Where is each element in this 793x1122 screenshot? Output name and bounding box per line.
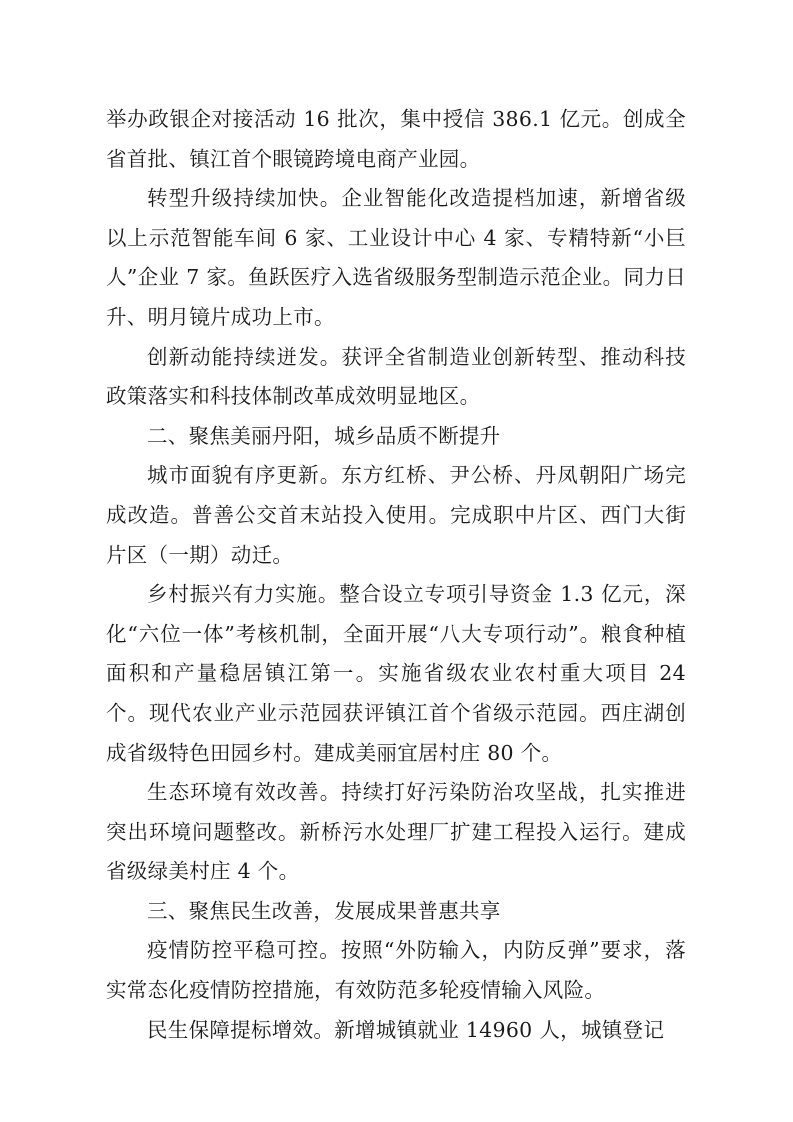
document-body: [106, 100, 686, 1050]
section-heading-beautiful-danyang: 二、聚焦美丽丹阳，城乡品质不断提升: [147, 423, 501, 448]
paragraph-financing: 举办政银企对接活动 16 批次，集中授信 386.1 亿元。创成全省首批、镇江首个眼镜跨境电商产业园。: [106, 107, 686, 171]
paragraph-rural-revitalization: 乡村振兴有力实施。整合设立专项引导资金 1.3 亿元，深化“六位一体”考核机制，全面开展“八大专项行动”。粮食种植面积和产量稳居镇江第一。实施省级农业农村重大项目 24 个。现代农业产业示范园获评镇江首个省级示范园。西庄湖创成省级特色田园乡村。建成美丽宜居村庄 80 个。: [106, 582, 686, 765]
paragraph-transformation: 转型升级持续加快。企业智能化改造提档加速，新增省级以上示范智能车间 6 家、工业设计中心 4 家、专精特新“小巨人”企业 7 家。鱼跃医疗入选省级服务型制造示范企业。同力日升、明月镜片成功上市。: [106, 186, 686, 329]
paragraph-epidemic-control: 疫情防控平稳可控。按照“外防输入，内防反弹”要求，落实常态化疫情防控措施，有效防范多轮疫情输入风险。: [106, 938, 686, 1003]
paragraph-city-renewal: 城市面貌有序更新。东方红桥、尹公桥、丹凤朝阳广场完成改造。普善公交首末站投入使用。完成职中片区、西门大街片区（一期）动迁。: [106, 463, 686, 567]
paragraph-innovation: 创新动能持续迸发。获评全省制造业创新转型、推动科技政策落实和科技体制改革成效明显地区。: [106, 344, 686, 409]
paragraph-social-security: 民生保障提标增效。新增城镇就业 14960 人，城镇登记: [147, 1017, 665, 1042]
section-heading-livelihood: 三、聚焦民生改善，发展成果普惠共享: [147, 898, 501, 923]
paragraph-ecology: 生态环境有效改善。持续打好污染防治攻坚战，扎实推进突出环境问题整改。新桥污水处理厂扩建工程投入运行。建成省级绿美村庄 4 个。: [106, 780, 686, 884]
